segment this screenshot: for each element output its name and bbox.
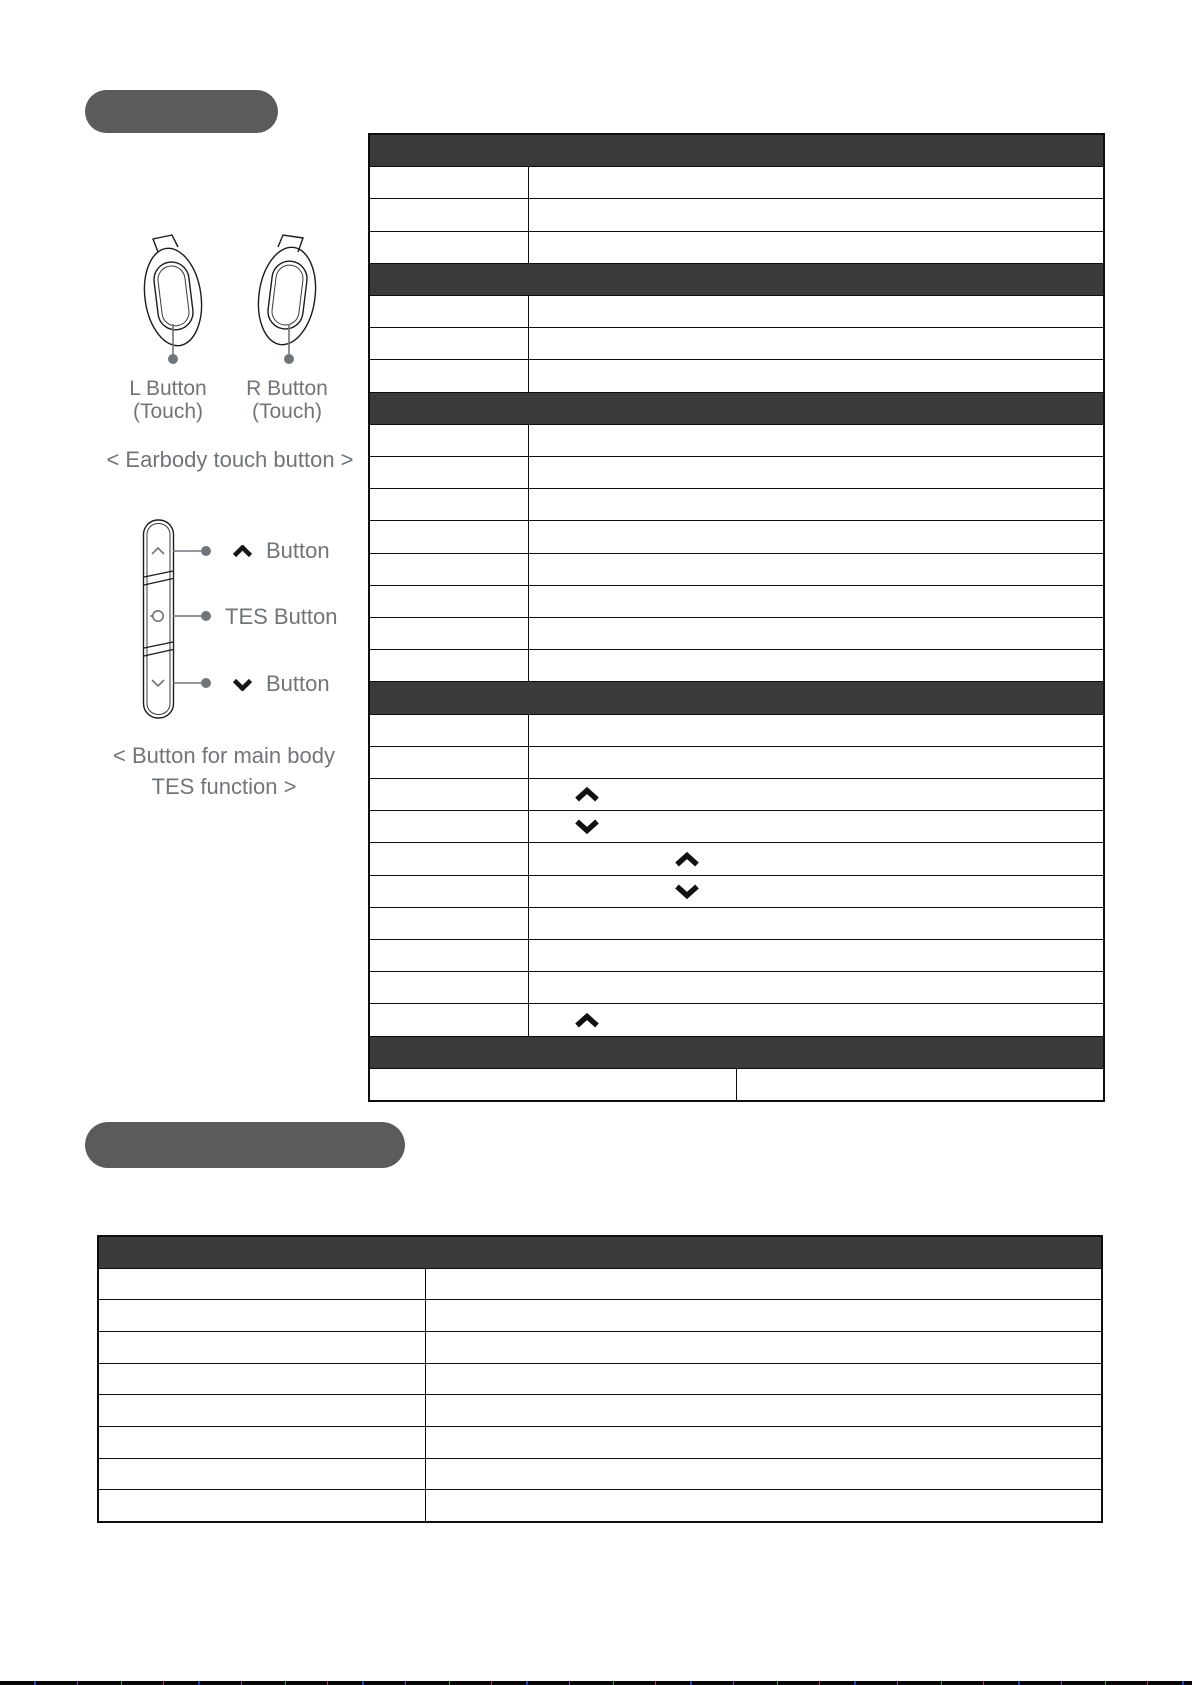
table-cell-label bbox=[370, 972, 529, 1003]
table-row bbox=[370, 328, 1103, 360]
button-function-table bbox=[368, 133, 1105, 1102]
chevron-up-icon bbox=[574, 1013, 600, 1028]
table-row bbox=[99, 1364, 1101, 1396]
table-cell-value bbox=[529, 618, 1103, 649]
earbud-diagram bbox=[120, 232, 345, 368]
table-cell-label bbox=[370, 457, 529, 488]
table-cell-label bbox=[370, 843, 529, 874]
left-earbud-illustration bbox=[138, 235, 207, 364]
tes-button-strip-diagram bbox=[130, 515, 230, 725]
table-cell-label bbox=[99, 1490, 426, 1521]
up-button-label-row bbox=[232, 538, 330, 564]
table-cell-value bbox=[529, 747, 1103, 778]
left-button-label-touch: (Touch) bbox=[132, 400, 204, 423]
table-section-header bbox=[370, 264, 1103, 296]
down-button-label-row bbox=[232, 671, 330, 697]
table-cell-label bbox=[370, 167, 529, 198]
table-row bbox=[370, 908, 1103, 940]
right-earbud-illustration bbox=[252, 235, 321, 364]
table-cell-value bbox=[529, 489, 1103, 520]
table-row bbox=[370, 618, 1103, 650]
up-button-point-dot bbox=[201, 546, 211, 556]
table-cell-label bbox=[370, 876, 529, 907]
table-row bbox=[99, 1300, 1101, 1332]
table-cell-label bbox=[370, 554, 529, 585]
table-cell-label bbox=[370, 232, 529, 263]
table-cell-label bbox=[370, 779, 529, 810]
table-row bbox=[370, 296, 1103, 328]
footer-right-cell bbox=[737, 1069, 1103, 1100]
table-row bbox=[370, 360, 1103, 392]
table-row bbox=[370, 747, 1103, 779]
table-cell-value bbox=[529, 779, 1103, 810]
table-cell-value bbox=[529, 199, 1103, 230]
table-row bbox=[99, 1459, 1101, 1491]
table-cell-label bbox=[370, 940, 529, 971]
strip-tes-glyph bbox=[153, 611, 163, 621]
left-button-label: L Button bbox=[129, 377, 207, 400]
table-row bbox=[370, 586, 1103, 618]
table-cell-value bbox=[426, 1364, 1101, 1395]
table-row bbox=[370, 167, 1103, 199]
table-cell-label bbox=[370, 328, 529, 359]
down-button-point-dot bbox=[201, 678, 211, 688]
table-row bbox=[370, 199, 1103, 231]
table-cell-label bbox=[99, 1395, 426, 1426]
table-row bbox=[370, 650, 1103, 682]
table-cell-value bbox=[426, 1459, 1101, 1490]
down-button-label: Button bbox=[266, 671, 330, 696]
table-row bbox=[370, 457, 1103, 489]
table-cell-label bbox=[370, 425, 529, 456]
table-cell-label bbox=[370, 521, 529, 552]
lower-spec-table bbox=[97, 1235, 1103, 1523]
table-row bbox=[370, 232, 1103, 264]
table-cell-label bbox=[370, 296, 529, 327]
left-button-point-dot bbox=[168, 354, 178, 364]
table-cell-value bbox=[426, 1332, 1101, 1363]
table-cell-label bbox=[99, 1427, 426, 1458]
table-row bbox=[370, 715, 1103, 747]
table-cell-value bbox=[529, 328, 1103, 359]
table-cell-value bbox=[529, 586, 1103, 617]
chevron-down-icon bbox=[574, 819, 600, 834]
table-cell-value bbox=[529, 715, 1103, 746]
table-cell-label bbox=[99, 1269, 426, 1300]
right-button-label-touch: (Touch) bbox=[251, 400, 323, 423]
table-cell-value bbox=[529, 521, 1103, 552]
chevron-down-icon bbox=[232, 678, 253, 691]
table-cell-value bbox=[529, 972, 1103, 1003]
table-cell-label bbox=[99, 1459, 426, 1490]
table-footer-header bbox=[370, 1037, 1103, 1069]
table-section-header bbox=[370, 682, 1103, 714]
table-row bbox=[370, 779, 1103, 811]
table-cell-label bbox=[370, 811, 529, 842]
table-section-header bbox=[370, 393, 1103, 425]
table-cell-label bbox=[370, 715, 529, 746]
table-cell-label bbox=[99, 1364, 426, 1395]
table-row bbox=[370, 1004, 1103, 1036]
table-row bbox=[99, 1427, 1101, 1459]
table-cell-value bbox=[529, 940, 1103, 971]
table-cell-value bbox=[529, 167, 1103, 198]
table-cell-value bbox=[426, 1490, 1101, 1521]
table-row bbox=[370, 811, 1103, 843]
table-cell-label bbox=[370, 586, 529, 617]
table-cell-value bbox=[426, 1427, 1101, 1458]
table-header bbox=[99, 1237, 1101, 1269]
table-cell-value bbox=[529, 811, 1103, 842]
table-cell-label bbox=[370, 747, 529, 778]
table-cell-value bbox=[529, 425, 1103, 456]
table-row bbox=[370, 521, 1103, 553]
table-cell-value bbox=[529, 232, 1103, 263]
table-cell-value bbox=[529, 360, 1103, 391]
table-row bbox=[370, 972, 1103, 1004]
up-button-label: Button bbox=[266, 538, 330, 563]
main-body-tes-caption: < Button for main body TES function > bbox=[113, 743, 335, 799]
tes-button-label: TES Button bbox=[225, 604, 338, 629]
chevron-up-icon bbox=[674, 852, 700, 867]
table-row bbox=[370, 940, 1103, 972]
strip-up-glyph bbox=[152, 548, 164, 554]
table-section-header bbox=[370, 135, 1103, 167]
table-cell-label bbox=[99, 1300, 426, 1331]
right-button-label: R Button bbox=[246, 377, 328, 400]
table-cell-value bbox=[529, 843, 1103, 874]
table-cell-label bbox=[370, 908, 529, 939]
table-cell-label bbox=[99, 1332, 426, 1363]
table-row bbox=[370, 425, 1103, 457]
tes-button-label-row bbox=[225, 604, 338, 630]
footer-left-cell bbox=[370, 1069, 737, 1100]
table-row bbox=[99, 1395, 1101, 1427]
table-row bbox=[370, 876, 1103, 908]
strip-down-glyph bbox=[152, 680, 164, 686]
tes-button-point-dot bbox=[201, 611, 211, 621]
table-cell-label bbox=[370, 650, 529, 681]
table-cell-label bbox=[370, 1004, 529, 1035]
table-row bbox=[370, 554, 1103, 586]
scan-artifact-bar bbox=[0, 1681, 1192, 1685]
section-2-pill-heading bbox=[85, 1122, 405, 1168]
chevron-down-icon bbox=[674, 884, 700, 899]
table-cell-value bbox=[529, 457, 1103, 488]
table-row bbox=[370, 843, 1103, 875]
table-cell-value bbox=[529, 554, 1103, 585]
table-cell-value bbox=[529, 876, 1103, 907]
earbody-touch-button-caption: < Earbody touch button > bbox=[106, 447, 354, 472]
table-cell-value bbox=[529, 908, 1103, 939]
right-button-point-dot bbox=[284, 354, 294, 364]
chevron-up-icon bbox=[232, 545, 253, 558]
section-1-pill-heading bbox=[85, 90, 278, 133]
table-footer-row bbox=[370, 1069, 1103, 1100]
chevron-up-icon bbox=[574, 787, 600, 802]
table-cell-value bbox=[426, 1300, 1101, 1331]
table-cell-value bbox=[529, 296, 1103, 327]
table-cell-label bbox=[370, 360, 529, 391]
table-cell-value bbox=[426, 1269, 1101, 1300]
table-cell-value bbox=[426, 1395, 1101, 1426]
table-row bbox=[370, 489, 1103, 521]
table-cell-value bbox=[529, 1004, 1103, 1035]
table-cell-value bbox=[529, 650, 1103, 681]
table-cell-label bbox=[370, 199, 529, 230]
table-cell-label bbox=[370, 618, 529, 649]
table-cell-label bbox=[370, 489, 529, 520]
table-row bbox=[99, 1490, 1101, 1521]
table-row bbox=[99, 1269, 1101, 1301]
table-row bbox=[99, 1332, 1101, 1364]
